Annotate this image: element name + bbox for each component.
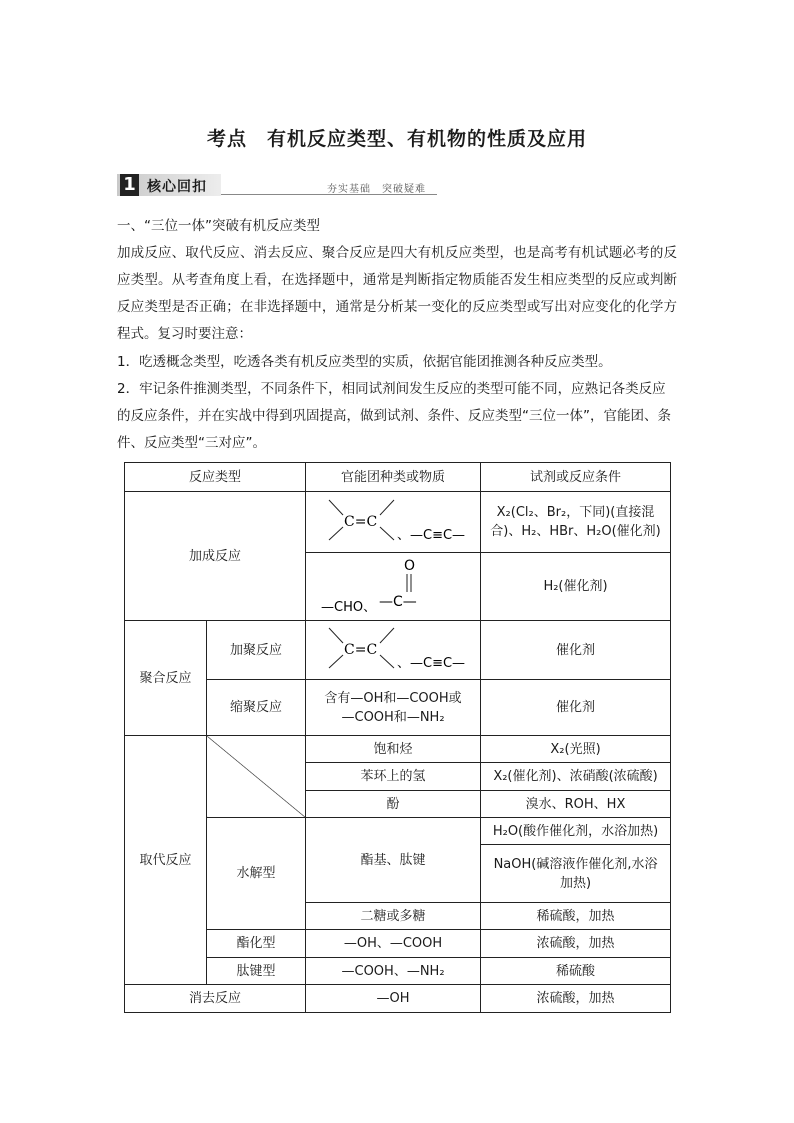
addition-polymerization-reagent: 催化剂 (481, 621, 671, 680)
table-row (125, 680, 671, 736)
table-row (125, 930, 671, 958)
table-row (125, 958, 671, 985)
elimination-label: 消去反应 (125, 985, 306, 1013)
addition-polymerization-label: 加聚反应 (207, 621, 306, 680)
condensation-polymerization-label: 缩聚反应 (207, 680, 306, 736)
acid-hydrolysis-reagent: H₂O(酸作催化剂，水浴加热) (481, 818, 671, 845)
base-hydrolysis-line-a: NaOH(碱溶液作催化剂,水浴 (493, 856, 658, 872)
header-reagent-condition: 试剂或反应条件 (481, 463, 671, 492)
section-heading: 一、“三位一体”突破有机反应类型 (117, 218, 320, 234)
note-item-1: 1．吃透概念类型，吃透各类有机反应类型的实质，依据官能团推测各种反应类型。 (117, 354, 612, 370)
elimination-reagent: 浓硫酸，加热 (481, 985, 671, 1013)
esterification-label: 酯化型 (207, 930, 306, 958)
alkene-alkyne-formula (309, 624, 479, 677)
table-row (125, 621, 671, 680)
hydrolysis-label: 水解型 (207, 818, 306, 930)
saccharide-group: 二糖或多糖 (306, 903, 481, 930)
peptide-reagent: 稀硫酸 (481, 958, 671, 985)
ester-peptide-group: 酯基、肽键 (306, 818, 481, 903)
addition-polymerization-group (306, 621, 481, 680)
condensation-polymerization-reagent: 催化剂 (481, 680, 671, 736)
intro-paragraph: 加成反应、取代反应、消去反应、聚合反应是四大有机反应类型，也是高考有机试题必考的反应类型。从考查角度上看，在选择题中，通常是判断指定物质能否发生相应类型的反应或判断反应类型是否正确；在非选择题中，通常是分析某一变化的反应类型或写出对应变化的化学方程式。复习时要注意： (117, 245, 677, 342)
phenol-reagent: 溴水、ROH、HX (481, 791, 671, 818)
peptide-label: 肽键型 (207, 958, 306, 985)
saccharide-reagent: 稀硫酸，加热 (481, 903, 671, 930)
table-row (125, 736, 671, 763)
alkene-label: C=C (344, 641, 378, 658)
phenol: 酚 (306, 791, 481, 818)
saturated-hydrocarbon: 饱和烃 (306, 736, 481, 763)
carbonyl-group-cell (306, 553, 481, 621)
alkyne-text: 、—C≡C— (397, 527, 466, 543)
alkene-alkyne-formula (309, 495, 479, 550)
alkene-label: C=C (344, 513, 378, 530)
table-row (125, 492, 671, 553)
table-row (125, 818, 671, 845)
elimination-group: —OH (306, 985, 481, 1013)
benzene-ring-hydrogen: 苯环上的氢 (306, 763, 481, 791)
page-title: 考点 有机反应类型、有机物的性质及应用 (206, 128, 587, 150)
addition-reagent-line-a: X₂(Cl₂、Br₂，下同)(直接混 (496, 505, 655, 520)
polymerization-label: 聚合反应 (125, 621, 207, 736)
benzene-ring-reagent: X₂(催化剂)、浓硝酸(浓硫酸) (481, 763, 671, 791)
section-banner (117, 174, 437, 198)
table-header-row (125, 463, 671, 492)
note-item-2: 2．牢记条件推测类型，不同条件下，相同试剂间发生反应的类型可能不同，应熟记各类反应的反应条件，并在实战中得到巩固提高，做到试剂、条件、反应类型“三位一体”，官能团、条件、反应类型“三对应”。 (117, 381, 671, 451)
addition-reagent-cell (481, 492, 671, 553)
condensation-polymerization-group (306, 680, 481, 736)
diagonal-blank-cell (207, 736, 306, 818)
condensation-group-line-a: 含有—OH和—COOH或 (324, 690, 462, 706)
banner-number: 1 (120, 174, 139, 196)
carbonyl-oxygen: O (404, 557, 416, 574)
addition-reaction-label: 加成反应 (125, 492, 306, 621)
banner-label: 核心回扣 (147, 179, 207, 195)
peptide-group: —COOH、—NH₂ (306, 958, 481, 985)
banner-subtitle: 夯实基础 突破疑难 (327, 184, 426, 195)
addition-group-cell (306, 492, 481, 553)
addition-reagent-line-b: 合)、H₂、HBr、H₂O(催化剂) (490, 524, 661, 539)
condensation-group-line-b: —COOH和—NH₂ (341, 709, 445, 725)
header-reaction-type: 反应类型 (125, 463, 306, 492)
esterification-reagent: 浓硫酸，加热 (481, 930, 671, 958)
carbonyl-carbon: —C— (379, 593, 417, 610)
substitution-label: 取代反应 (125, 736, 207, 985)
header-functional-group: 官能团种类或物质 (306, 463, 481, 492)
reaction-type-table (124, 462, 671, 1013)
alkyne-text: 、—C≡C— (397, 655, 466, 671)
aldehyde-text: —CHO、 (321, 599, 377, 615)
base-hydrolysis-line-b: 加热) (559, 875, 592, 891)
carbonyl-reagent: H₂(催化剂) (481, 553, 671, 621)
base-hydrolysis-reagent (481, 845, 671, 903)
carbonyl-formula (309, 556, 479, 618)
saturated-hydrocarbon-reagent: X₂(光照) (481, 736, 671, 763)
esterification-group: —OH、—COOH (306, 930, 481, 958)
table-row (125, 985, 671, 1013)
